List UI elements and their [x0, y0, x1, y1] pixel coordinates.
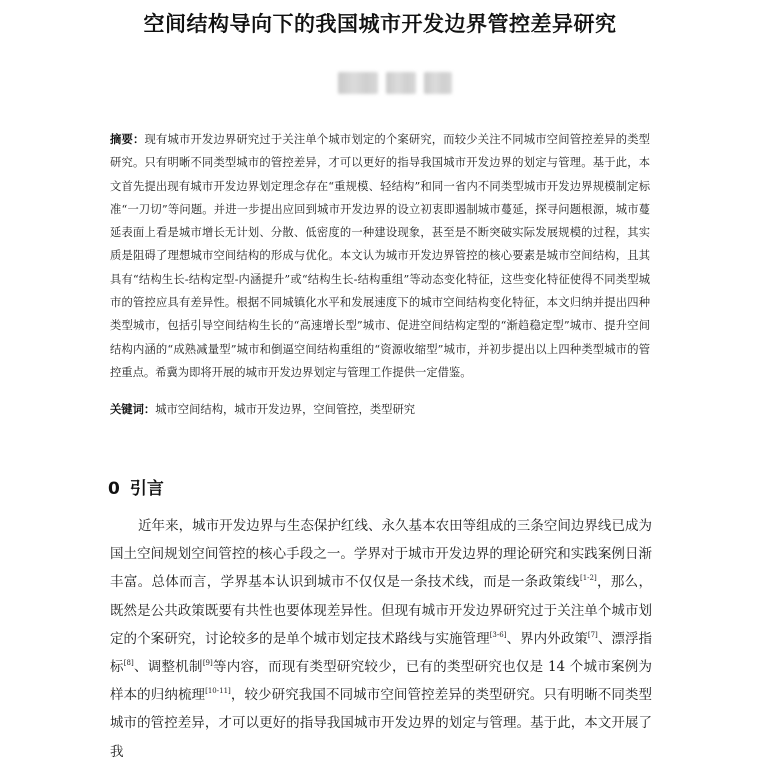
citation: [9] [202, 659, 213, 668]
section-heading [108, 474, 164, 499]
citation: [8] [123, 659, 134, 668]
abstract-text: 现有城市开发边界研究过于关注单个城市划定的个案研究，而较少关注不同城市空间管控差异的类型研究。只有明晰不同类型城市的管控差异，才可以更好的指导我国城市开发边界的划定与管理。基于此，本文首先提出现有城市开发边界划定理念存在“重规模、轻结构”和同一省内不同类型城市开发边界规模制定标准“一刀切”等问题。并进一步提出应回到城市开发边界的设立初衷即遏制城市蔓延，探寻问题根源，城市蔓延表面上看是城市增长无计划、分散、低密度的一种建设现象，甚至是不断突破实际发展规模的过程，其实质是阻碍了理想城市空间结构的形成与优化。本文认为城市开发边界管控的核心要素是城市空间结构，且其具有“结构生长-结构定型-内涵提升”或“结构生长-结构重组”等动态变化特征，这些变化特征使得不同类型城市的管控应具有差异性。根据不同城镇化水平和发展速度下的城市空间结构变化特征，本文归纳并提出四种类型城市，包括引导空间结构生长的“高速增长型”城市、促进空间结构定型的“渐趋稳定型”城市、提升空间结构内涵的“成熟减量型”城市和倒逼空间结构重组的“资源收缩型”城市，并初步提出以上四种类型城市的管控重点。希冀为即将开展的城市开发边界划定与管理工作提供一定借鉴。 [110, 133, 650, 379]
blurred-author-2 [386, 72, 416, 94]
body-segment: 、调整机制 [133, 659, 203, 676]
citation: [7] [587, 630, 598, 639]
body-segment: 等内容，而现有类型研究较少，已有的类型研究也仅是 14 个城市案例为样本的归纳梳理 [110, 659, 653, 704]
body-segment: 近年来，城市开发边界与生态保护红线、永久基本农田等组成的三条空间边界线已成为国土空间规划空间管控的核心手段之一。学界对于城市开发边界的理论研究和实践案例日渐丰富。总体而言，学界基本认识到城市不仅仅是一条技术线，而是一条政策线 [110, 518, 652, 591]
authors-redacted [338, 72, 452, 94]
citation: [3-6] [489, 630, 507, 639]
abstract-label: 摘要： [110, 133, 145, 146]
citation: [1-2] [579, 574, 597, 583]
citation: [10-11] [205, 687, 231, 696]
body-segment: 、漂浮指标 [110, 630, 653, 676]
body-segment: ，那么，既然是公共政策既要有共性也要体现差异性。但现有城市开发边界研究过于关注单个城市划定的个案研究，讨论较多的是单个城市划定技术路线与实施管理 [110, 574, 653, 647]
abstract [110, 128, 650, 384]
keywords [110, 398, 650, 421]
blurred-author-3 [424, 72, 452, 94]
keywords-text: 城市空间结构，城市开发边界，空间管控，类型研究 [155, 403, 416, 416]
paper-title: 空间结构导向下的我国城市开发边界管控差异研究 [143, 12, 617, 36]
section-number: 0 [108, 479, 120, 499]
blurred-author-1 [338, 72, 378, 94]
body-segment: 、界内外政策 [506, 630, 588, 647]
body-segment: ，较少研究我国不同城市空间管控差异的类型研究。只有明晰不同类型城市的管控差异，才可以更好的指导我国城市开发边界的划定与管理。基于此，本文开展了我 [110, 687, 653, 760]
keywords-label: 关键词： [110, 403, 156, 416]
section-title: 引言 [129, 479, 164, 499]
body-paragraph [110, 512, 652, 766]
